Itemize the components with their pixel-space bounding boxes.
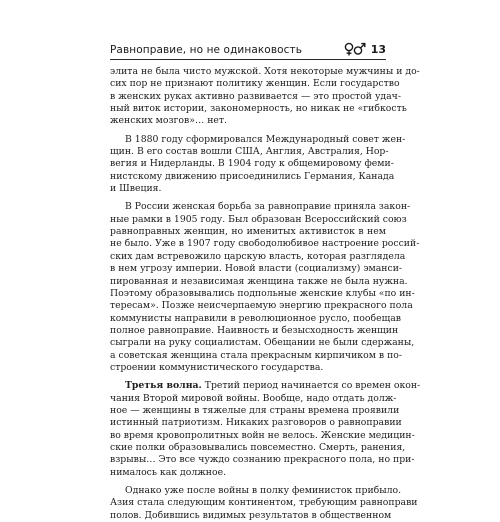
text-line: элита не была чисто мужской. Хотя некоторые мужчины и до- <box>110 66 420 77</box>
text-line: нималось как должное. <box>110 466 227 478</box>
paragraph-5 <box>110 485 418 522</box>
text-line: В 1880 году сформировался Международный совет жен- <box>125 133 406 145</box>
text-line: Однако уже после войны в полку феминисток прибыло. <box>125 485 402 496</box>
text-line: коммунисты направили в революционное русло, пообещав <box>110 312 401 324</box>
text-line: ные рамки в 1905 году. Был образован Всероссийский союз <box>110 213 407 225</box>
text-line: взрывы… Это все чуждо сознанию прекрасного пола, но при- <box>110 454 415 466</box>
text-line: во время кровопролитных войн не велось. Женские медицин- <box>110 429 415 441</box>
paragraph-4 <box>110 380 421 479</box>
text-line: тересам». Позже неисчерпаемую энергию прекрасного пола <box>110 300 413 312</box>
text-line: сыграли на руку социалистам. Обещании не были сдержаны, <box>110 337 415 349</box>
text-line: ный виток истории, закономерность, но никак не «гибкость <box>110 103 407 115</box>
paragraph-2 <box>110 133 406 196</box>
text-line: щин. В его состав вошли США, Англия, Австралия, Нор- <box>110 146 389 158</box>
section-lead: Третья волна. <box>125 380 202 392</box>
text-line: нистскому движению присоединились Германия, Канада <box>110 170 395 182</box>
paragraph-1 <box>110 66 420 128</box>
text-line: Поэтому образовывались подпольные женские клубы «по ин- <box>110 287 415 299</box>
text-line <box>110 380 421 392</box>
text-line: строении коммунистического государства. <box>110 361 324 373</box>
running-title: Равноправие, но не одинаковость <box>110 44 303 56</box>
text-line: чания Второй мировой войны. Вообще, надо отдать долж- <box>110 392 397 404</box>
text-line: ских дам встревожило царскую власть, которая разглядела <box>110 250 406 262</box>
text-line: В России женская борьба за равноправие приняла закон- <box>125 201 411 213</box>
text-line: а советская женщина стала прекрасным кирпичиком в по- <box>110 349 402 361</box>
text-line: в женских руках активно развивается — это простой удач- <box>110 90 401 102</box>
text-line: не было. Уже в 1907 году свободолюбивое настроение россий- <box>110 238 420 250</box>
text-line: сих пор не признают политику женщин. Если государство <box>110 78 400 90</box>
text-line: равноправных женщин, но именитых активисток в нем <box>110 226 386 238</box>
text-line: женских мозгов»… нет. <box>110 115 228 127</box>
text-line: ские полки образовывались повсеместно. Смерть, ранения, <box>110 441 406 453</box>
text-line: истинный патриотизм. Никаких разговоров о равноправии <box>110 417 402 429</box>
text-line: в нем угрозу империи. Новой власти (социализму) эманси- <box>110 263 403 275</box>
female-male-symbols-icon <box>344 42 366 56</box>
text-line: вегия и Нидерланды. В 1904 году к общемировому феми- <box>110 158 394 170</box>
text-line: полов. Добившись видимых результатов в общественном <box>110 509 392 521</box>
paragraph-3 <box>110 201 420 374</box>
page-number: 13 <box>370 43 386 56</box>
text-span: Третий период начинается со времен окон- <box>201 380 421 392</box>
text-line: полное равноправие. Наивность и безысходность женщин <box>110 324 399 336</box>
header-right <box>344 42 386 56</box>
body-text <box>110 66 421 522</box>
text-line: и Швеция. <box>110 183 162 195</box>
text-line: ное — женщины в тяжелые для страны времена проявили <box>110 404 400 416</box>
running-header <box>110 40 386 60</box>
text-line: Азия стала следующим континентом, требующим равноправи <box>110 497 418 509</box>
text-line: пированная и независимая женщина также не была нужна. <box>110 275 408 287</box>
